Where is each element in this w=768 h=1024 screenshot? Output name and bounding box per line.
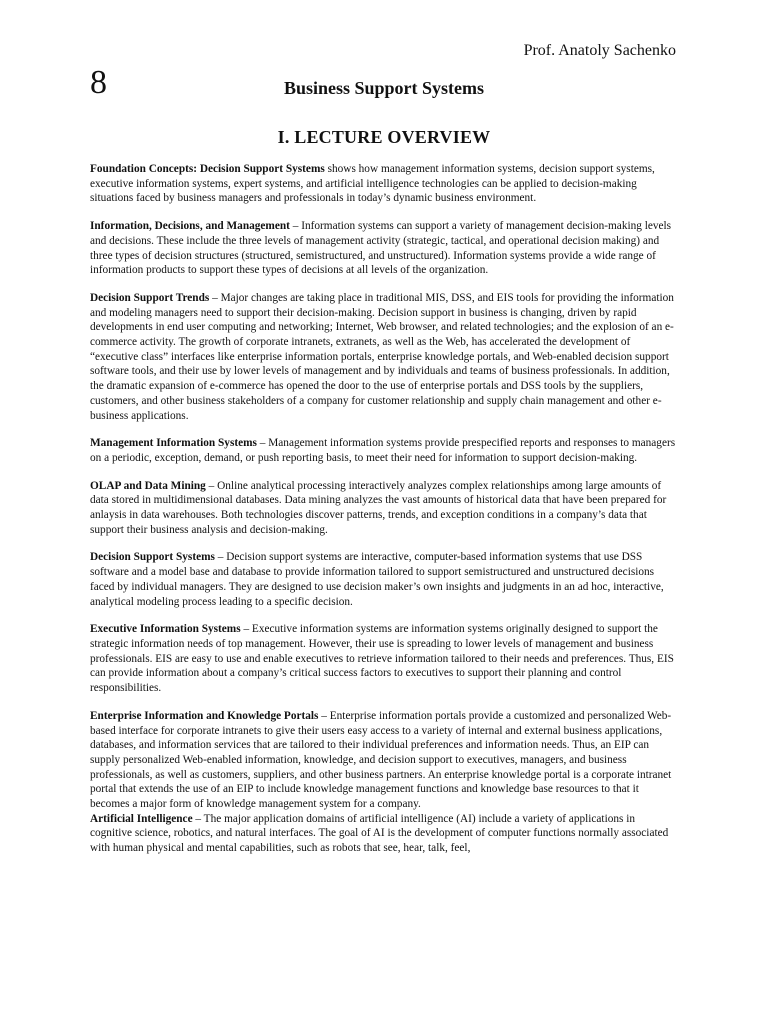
paragraph-olap-data-mining xyxy=(90,479,676,538)
paragraph-text: – Executive information systems are information systems originally designed to support the strategic information needs of top management. However, their use is spreading to lower levels of management and business professionals. EIS are easy to use and enable executives to retrieve information tailored to their needs and preferences. Thus, EIS can provide information about a company’s critical success factors to executives to support their planning and control responsibilities. xyxy=(90,623,674,695)
paragraph-text: – Management information systems provide prespecified reports and responses to managers on a periodic, exception, demand, or push reporting basis, to meet their need for information to support decision-making. xyxy=(90,437,676,464)
paragraph-title: Management Information Systems xyxy=(90,437,257,450)
paragraph-title: Decision Support Systems xyxy=(90,551,215,564)
paragraph-text: – Decision support systems are interactive, computer-based information systems that use DSS software and a model base and database to provide information tailored to support semistructured and unstructured decisions faced by individual managers. They are designed to use decision maker’s own insights and judgments in an ad hoc, interactive, analytical modeling process leading to a specific decision. xyxy=(90,551,664,608)
chapter-title: Business Support Systems xyxy=(283,78,485,98)
paragraph-text: – The major application domains of artificial intelligence (AI) include a variety of applications in cognitive science, robotics, and natural interfaces. The goal of AI is the development of computer functions normally associated with human physical and mental capabilities, such as robots that see, hear, talk, feel, xyxy=(90,812,669,855)
paragraph-text: – Major changes are taking place in traditional MIS, DSS, and EIS tools for providing the information and modeling managers need to support their decision-making. Decision support in business is changing, driven by rapid developments in end user computing and networking; Internet, Web browser, and related technologies; and the explosion of an e-commerce activity. The growth of corporate intranets, extranets, as well as the Web, has accelerated the development of “executive class” interfaces like enterprise information portals, enterprise knowledge portals, and Web-enabled decision support software tools, and their use by lower levels of management and by individuals and teams of business professionals. In addition, the dramatic expansion of e-commerce has opened the door to the use of enterprise portals and DSS tools by the suppliers, customers, and other business stakeholders of a company for customer relationship and supply chain management and other e-business applications. xyxy=(90,291,674,422)
author-name: Prof. Anatoly Sachenko xyxy=(523,42,676,59)
lecture-overview-body xyxy=(90,162,676,869)
paragraph-title: Artificial Intelligence xyxy=(90,812,193,825)
paragraph-title: Enterprise Information and Knowledge Portals xyxy=(90,709,319,722)
paragraph-artificial-intelligence xyxy=(90,812,676,856)
paragraph-title: Information, Decisions, and Management xyxy=(90,220,290,233)
paragraph-enterprise-portals xyxy=(90,709,676,812)
paragraph-text: shows how management information systems, decision support systems, executive information systems, expert systems, and artificial intelligence technologies can be applied to decision-making situations faced by business managers and professionals in today’s dynamic business environment. xyxy=(90,163,655,205)
paragraph-title: Decision Support Trends xyxy=(90,291,210,304)
paragraph-text: – Information systems can support a variety of management decision-making levels and decisions. These include the three levels of management activity (strategic, tactical, and operational decision making) and three types of decision structures (structured, semistructured, and unstructured). Information systems provide a wide range of information products to support these types of decisions at all levels of the organization. xyxy=(90,220,672,277)
paragraph-foundation-concepts xyxy=(90,162,676,206)
paragraph-information-decisions xyxy=(90,219,676,278)
paragraph-title: Foundation Concepts: Decision Support Systems xyxy=(90,163,325,175)
paragraph-title: OLAP and Data Mining xyxy=(90,479,206,492)
paragraph-executive-information-systems xyxy=(90,622,676,696)
paragraph-decision-support-systems xyxy=(90,550,676,609)
paragraph-text: – Online analytical processing interactively analyzes complex relationships among large amounts of data stored in multidimensional databases. Data mining analyzes the vast amounts of historical data that have been prepared for anlaysis in data warehouses. Both technologies discover patterns, trends, and exception conditions in a company’s data that support their business analysis and decision-making. xyxy=(90,479,667,536)
paragraph-decision-support-trends xyxy=(90,291,676,423)
paragraph-management-information-systems xyxy=(90,436,676,465)
chapter-number: 8 xyxy=(90,64,107,101)
paragraph-title: Executive Information Systems xyxy=(90,623,241,636)
paragraph-text: – Enterprise information portals provide a customized and personalized Web-based interface for corporate intranets to give their users easy access to a variety of internal and external business applications, databases, and information services that are tailored to their individual preferences and information needs. Thus, an EIP can supply personalized Web-enabled information, knowledge, and decision support to executives, managers, and business professionals, as well as customers, suppliers, and other business partners. An enterprise knowledge portal is a corporate intranet portal that extends the use of an EIP to include knowledge management functions and knowledge base resources to that it becomes a major form of knowledge management system for a company. xyxy=(90,709,672,811)
section-title: I. LECTURE OVERVIEW xyxy=(277,127,491,147)
